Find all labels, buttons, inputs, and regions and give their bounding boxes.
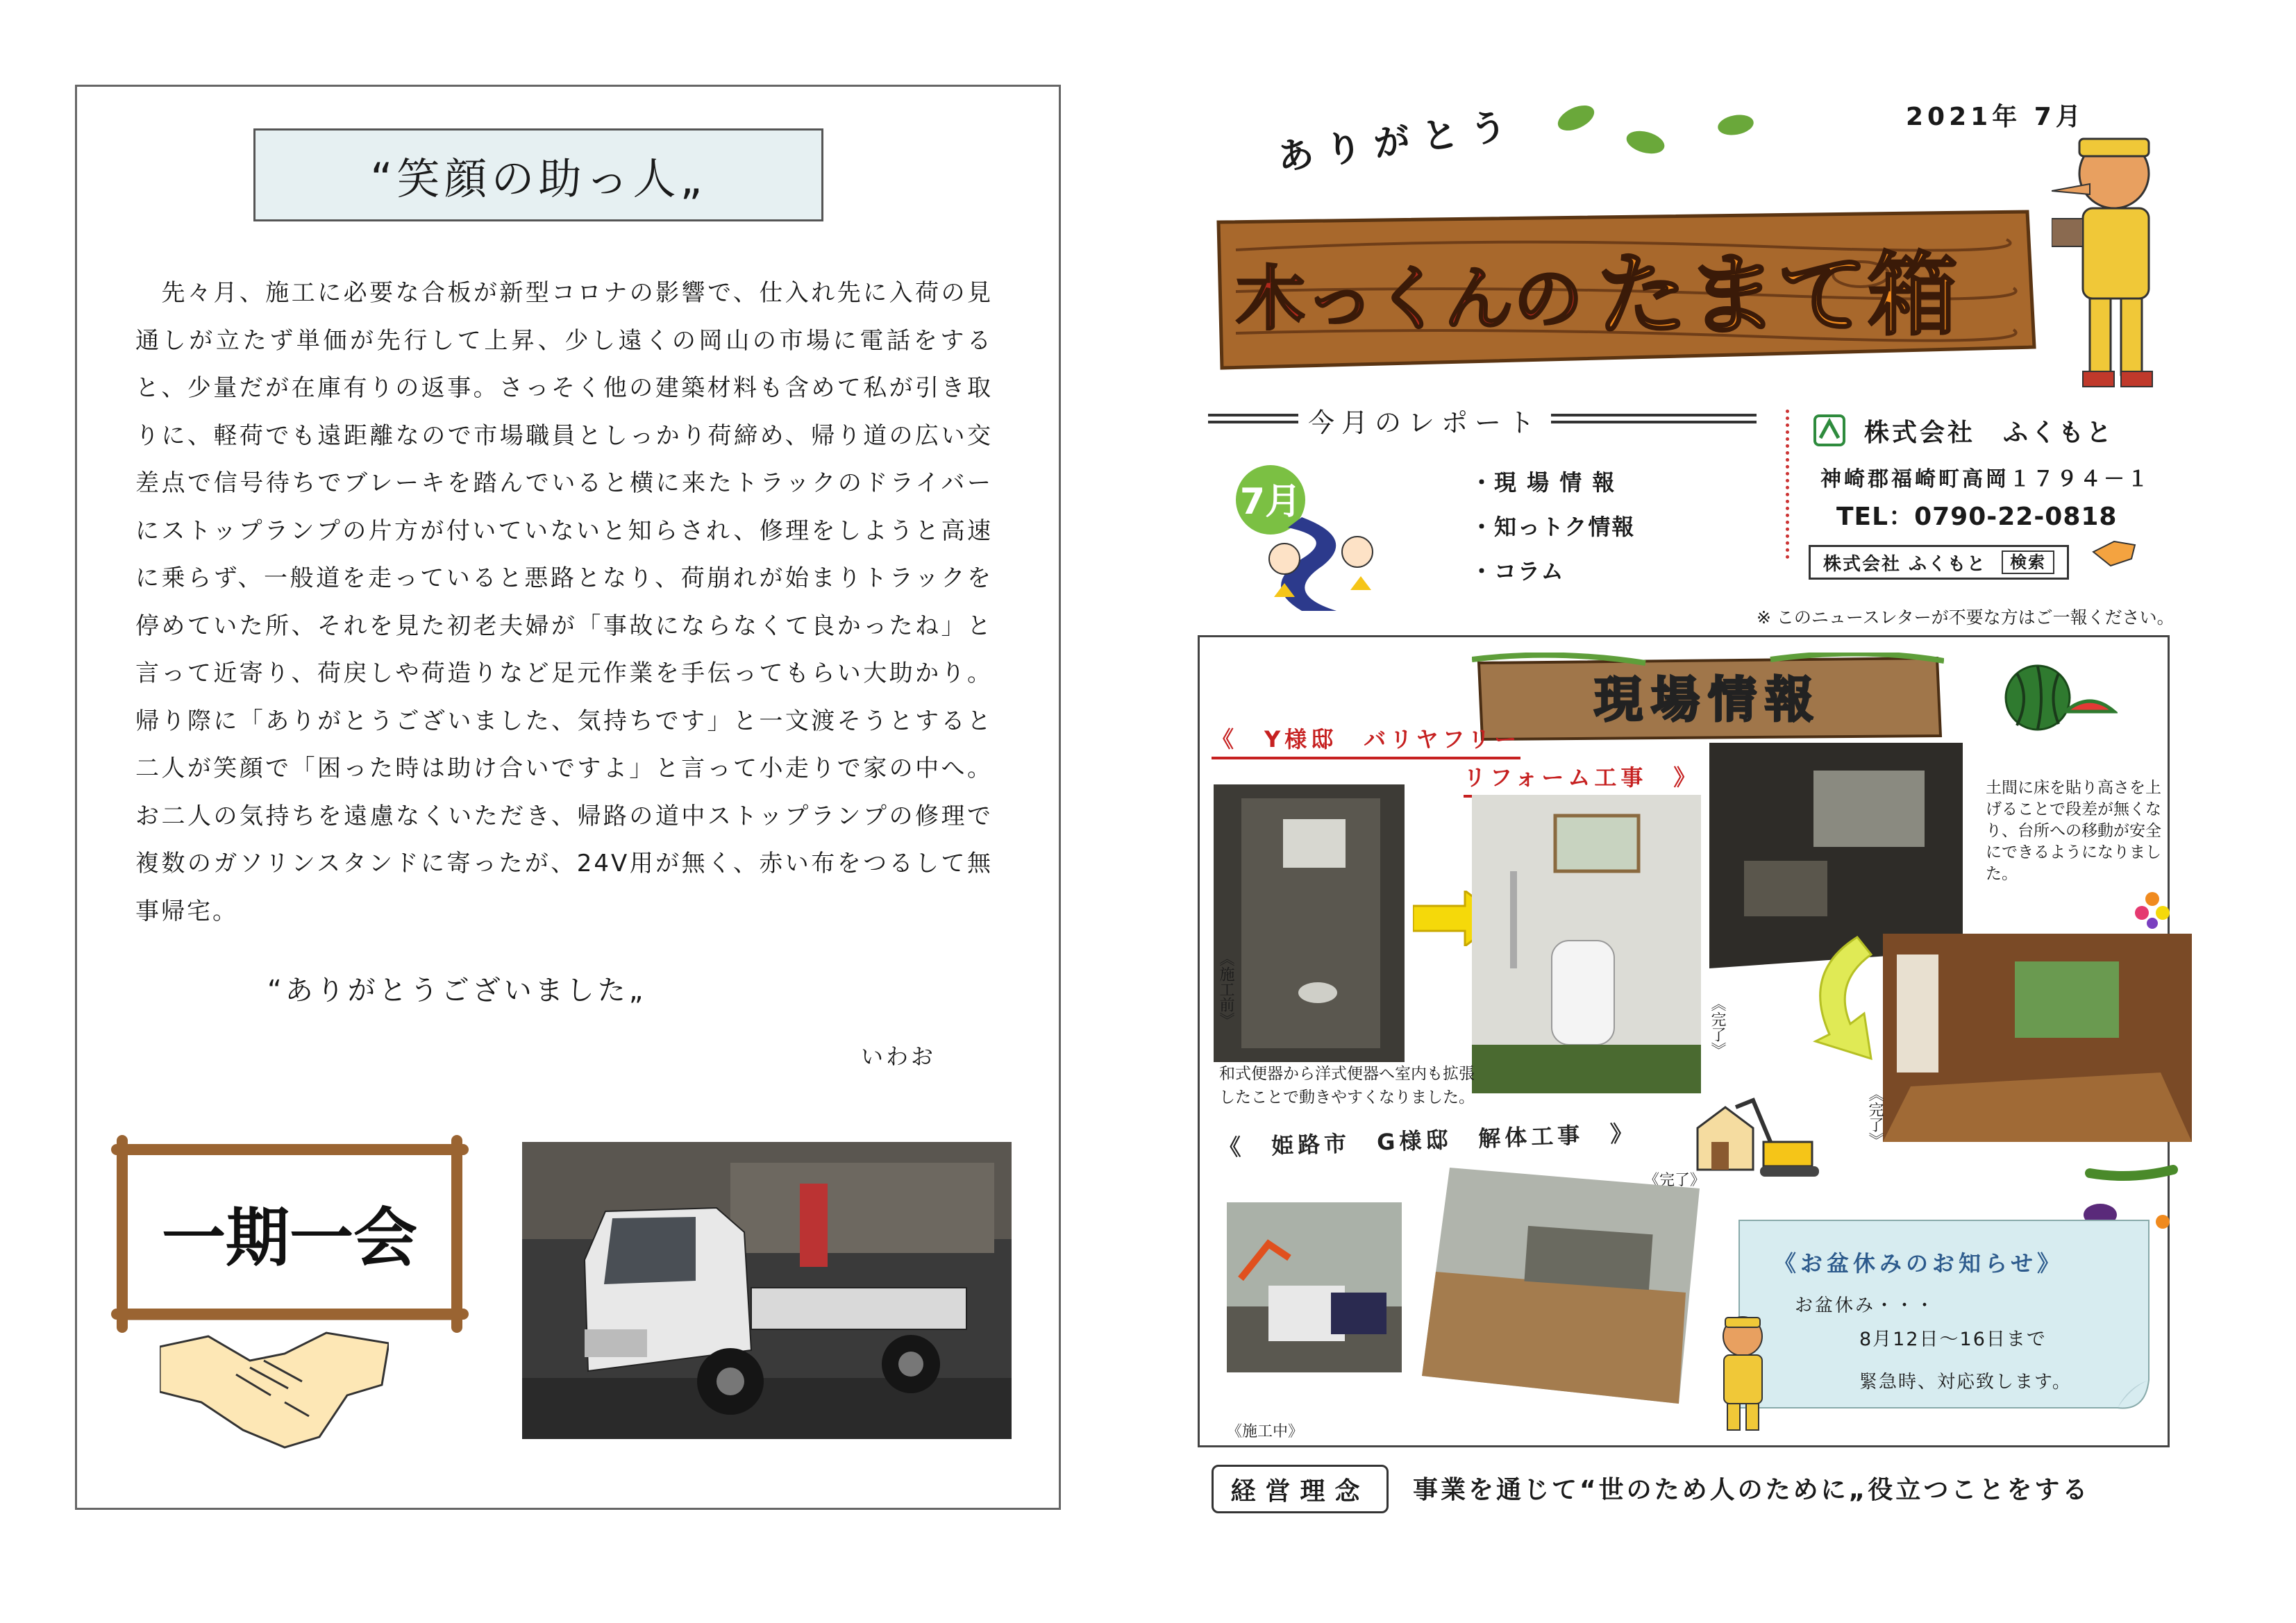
- banner-title-part1: 木っくんの: [1236, 258, 1583, 339]
- k-after-photo: [1883, 934, 2192, 1142]
- y-caption: 和式便器から洋式便器へ室内も拡張したことで動きやすくなりました。: [1219, 1065, 1475, 1107]
- flower-icon: [2131, 889, 2173, 930]
- report-items: [1470, 465, 1635, 598]
- company-address: 神崎郡福崎町高岡１７９４－１: [1820, 467, 2151, 491]
- philosophy-label: 経営理念: [1212, 1465, 1389, 1513]
- excavator-icon: [1694, 1079, 1826, 1180]
- leaf-icon: [1555, 97, 1763, 160]
- company-logo-icon: [1813, 414, 1845, 446]
- arigatou-heading: ありがとう: [1275, 103, 1522, 180]
- g-done-label: 《完了》: [1644, 1172, 1706, 1189]
- genba-sign-text: 現場情報: [1594, 671, 1822, 728]
- search-text: 株式会社 ふくもと: [1823, 553, 1987, 575]
- issue-date: 2021年 7月: [1906, 103, 2085, 131]
- ichigo-ichie-text: 一期一会: [161, 1201, 418, 1275]
- search-button[interactable]: 検索: [2002, 550, 2054, 574]
- company-divider: [1786, 410, 1789, 559]
- report-item-shittoku: ・知っトク情報: [1470, 514, 1636, 540]
- obon-dates: 8月12日～16日まで: [1859, 1329, 2047, 1350]
- company-name: 株式会社 ふくもと: [1864, 419, 2115, 447]
- title-banner: [1208, 208, 2038, 371]
- g-done-photo: [1422, 1168, 1700, 1404]
- unsubscribe-note: ※ このニュースレターが不要な方はご一報ください。: [1757, 607, 2175, 628]
- essay-paragraph: 先々月、施工に必要な合板が新型コロナの影響で、仕入れ先に入荷の見通しが立たず単価が先行して上昇、少し遠くの岡山の市場に電話をすると、少量だが在庫有りの返事。さっそく他の建築材料も含めて私が引き取りに、軽荷でも遠距離なので市場職員としっかり荷締め、帰り道の広い交差点で信号待ちでブレーキを踏んでいると横に来たトラックのドライバーにストップランプの片方が付いていないと知らされ、修理をしようと高速に乗らず、一般道を走っていると悪路となり、荷崩れが始まりトラックを停めていた所、それを見た初老夫婦が「事故にならなくて良かったね」と言って近寄り、荷戻しや荷造りなど足元作業を手伝ってもらい大助かり。帰り際に「ありがとうございました、気持ちです」と一文渡そうとすると二人が笑顔で「困った時は助け合いですよ」と言って小走りで家の中へ。お二人の気持ちを遠慮なくいただき、帰路の道中ストップランプの修理で複数のガソリンスタンドに寄ったが、24V用が無く、赤い布をつるして無事帰宅。: [135, 279, 993, 925]
- genba-sign: [1472, 653, 1944, 743]
- g-during-label: 《施工中》: [1227, 1423, 1304, 1440]
- pointing-hand-icon: [2090, 535, 2138, 569]
- y-before-label: 《施工前》: [1217, 951, 1234, 1027]
- obon-holiday-label: お盆休み・・・: [1795, 1295, 1936, 1316]
- obon-emergency: 緊急時、対応致します。: [1859, 1372, 2072, 1393]
- watermelon-icon: [2003, 663, 2118, 736]
- k-caption: 土間に床を貼り高さを上げることで段差が無くなり、台所への移動が安全にできるようになりました。: [1986, 779, 2161, 883]
- y-project-title: 《 Y様邸 バリヤフリー: [1212, 722, 1520, 759]
- ichigo-ichie-frame: [104, 1132, 479, 1336]
- y-after-photo: [1472, 795, 1701, 1093]
- essay-thanks: “ありがとうございました„: [267, 975, 647, 1007]
- essay-title: “笑顔の助っ人„: [253, 128, 823, 221]
- essay-body: [135, 269, 993, 935]
- report-item-genba: ・現 場 情 報: [1470, 469, 1616, 496]
- mascot-icon: [2052, 125, 2173, 399]
- g-project-title: 《 姫路市 G様邸 解体工事 》: [1218, 1120, 1637, 1161]
- handshake-icon: [160, 1319, 389, 1451]
- report-item-column: ・コラム: [1470, 558, 1565, 585]
- g-during-photo: [1227, 1202, 1402, 1372]
- truck-photo: [522, 1142, 1012, 1439]
- y-project-title-2: リフォーム工事 》: [1464, 760, 1700, 798]
- report-heading: 今月のレポート: [1298, 401, 1551, 439]
- month-badge: [1218, 462, 1392, 614]
- company-tel: TEL：0790-22-0818: [1836, 503, 2118, 531]
- mascot-small-icon: [1704, 1312, 1781, 1437]
- month-badge-text: 7月: [1239, 481, 1302, 523]
- obon-title: 《お盆休みのお知らせ》: [1774, 1250, 2064, 1277]
- essay-author: いわお: [861, 1043, 937, 1070]
- banner-title-part2: たまて箱: [1597, 242, 1959, 348]
- y-before-photo: [1214, 784, 1405, 1062]
- y-after-label: 《完了》: [1709, 996, 1726, 1057]
- philosophy-text: 事業を通じて“世のため人のために„役立つことをする: [1413, 1476, 2090, 1504]
- company-search-box[interactable]: [1809, 545, 2069, 580]
- k-after-label: 《完了》: [1866, 1086, 1884, 1147]
